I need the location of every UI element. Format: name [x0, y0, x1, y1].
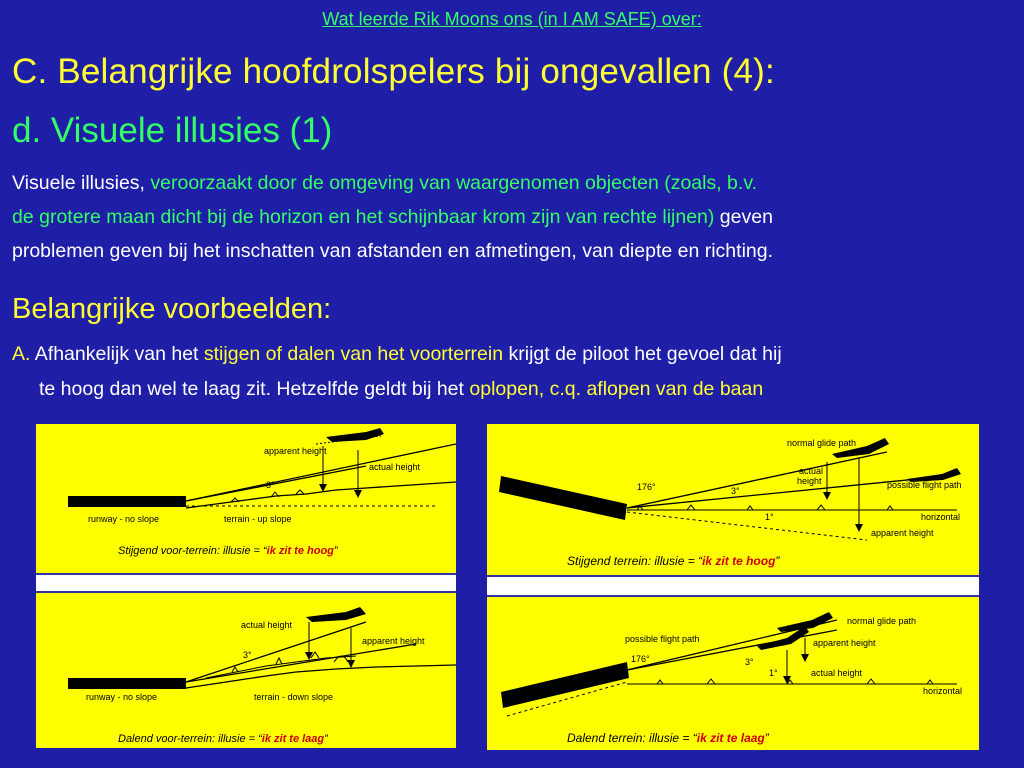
label-normal-glide: normal glide path — [847, 616, 917, 626]
label-angle-176: 176° — [637, 482, 656, 492]
label-apparent-height: apparent height — [362, 636, 425, 646]
examples-heading: Belangrijke voorbeelden: — [12, 293, 332, 325]
example-a-label: A. — [12, 343, 31, 365]
runway — [68, 678, 186, 689]
label-actual-height: actual height — [811, 668, 863, 678]
plane-icon — [326, 428, 384, 442]
example-a — [12, 337, 1022, 407]
example-a-text: Afhankelijk van het — [30, 343, 204, 365]
runway-sloped — [501, 662, 629, 708]
label-angle-3: 3° — [731, 486, 740, 496]
label-angle-1: 1° — [769, 668, 778, 678]
intro-text: geven — [714, 206, 773, 228]
label-angle-3: 3° — [745, 657, 754, 667]
label-angle: 3° — [266, 480, 275, 490]
diagram-upslope-runway — [499, 438, 962, 568]
slide-title: C. Belangrijke hoofdrolspelers bij ongevallen (4): — [12, 52, 775, 91]
intro-text-green: de grotere maan dicht bij de horizon en het schijnbaar krom zijn van rechte lijnen) — [12, 206, 715, 228]
example-a-highlight: oplopen, c.q. aflopen van de baan — [469, 378, 764, 400]
runway — [68, 496, 186, 507]
label-apparent-height: apparent height — [871, 528, 934, 538]
label-terrain: terrain - down slope — [254, 692, 334, 702]
actual-glide-line — [186, 622, 366, 682]
caption-uphill: Stijgend voor-terrein: illusie = “ik zit te hoog” — [118, 545, 338, 557]
intro-text-green: veroorzaakt door de omgeving van waargenomen objecten (zoals, b.v. — [144, 172, 758, 194]
label-runway: runway - no slope — [88, 514, 160, 524]
intro-paragraph — [12, 166, 1020, 268]
divider-band — [36, 574, 456, 592]
extension-line — [627, 512, 867, 540]
diagram-right — [487, 424, 979, 750]
terrain-bumps — [657, 679, 933, 684]
label-horizontal: horizontal — [921, 512, 961, 522]
diagram-left — [36, 424, 456, 748]
label-actual-height: actual height — [241, 620, 293, 630]
diagram-downhill-terrain — [68, 607, 456, 745]
normal-glide-line — [627, 452, 887, 508]
example-a-text: krijgt de piloot het gevoel dat hij — [503, 343, 782, 365]
label-terrain: terrain - up slope — [224, 514, 292, 524]
label-apparent-height: apparent height — [813, 638, 876, 648]
terrain-line — [186, 482, 456, 508]
label-height: height — [797, 476, 822, 486]
plane-icon — [306, 607, 366, 622]
diagram-uphill-terrain — [68, 428, 456, 557]
intro-text: Visuele illusies, — [12, 172, 145, 194]
caption-upslope: Stijgend terrein: illusie = “ik zit te hoog” — [567, 554, 780, 568]
label-possible-flight: possible flight path — [625, 634, 700, 644]
intro-text: problemen geven bij het inschatten van afstanden en afmetingen, van diepte en richting. — [12, 240, 774, 262]
apparent-glide-line — [186, 644, 416, 682]
label-horizontal: horizontal — [923, 686, 963, 696]
label-possible-flight: possible flight path — [887, 480, 962, 490]
label-runway: runway - no slope — [86, 692, 158, 702]
label-actual: actual — [799, 466, 824, 476]
label-angle: 3° — [243, 650, 252, 660]
label-apparent-height: apparent height — [264, 446, 327, 456]
terrain-bumps — [637, 505, 893, 510]
example-a-highlight: stijgen of dalen van het voorterrein — [203, 343, 504, 365]
caption-downslope: Dalend terrein: illusie = “ik zit te laag” — [567, 731, 769, 745]
caption-downhill: Dalend voor-terrein: illusie = “ik zit te laag” — [118, 733, 328, 745]
divider-band — [487, 576, 979, 596]
label-actual-height: actual height — [369, 462, 421, 472]
diagram-left-svg — [36, 424, 456, 748]
label-angle-176: 176° — [631, 654, 650, 664]
label-normal-glide: normal glide path — [787, 438, 857, 448]
diagram-downslope-runway — [501, 612, 962, 745]
runway-sloped — [499, 476, 627, 520]
header-link[interactable]: Wat leerde Rik Moons ons (in I AM SAFE) over: — [322, 9, 702, 29]
label-angle-1: 1° — [765, 512, 774, 522]
example-a-text: te hoog dan wel te laag zit. Hetzelfde geldt bij het — [39, 378, 470, 400]
slide-subtitle: d. Visuele illusies (1) — [12, 111, 333, 150]
diagram-right-svg — [487, 424, 979, 750]
